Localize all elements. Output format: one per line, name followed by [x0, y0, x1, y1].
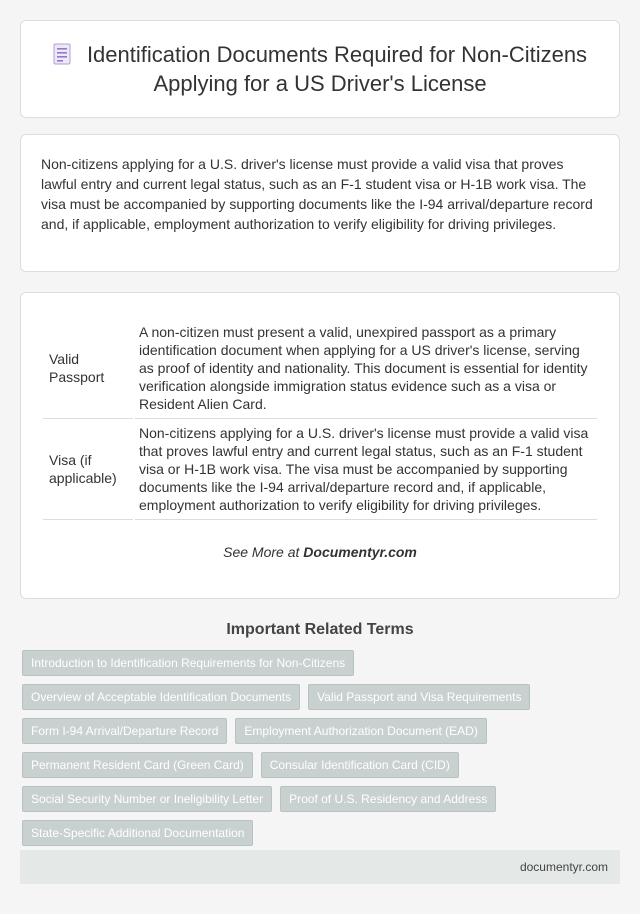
related-term-tag[interactable]: Proof of U.S. Residency and Address — [280, 786, 496, 812]
related-term-tag[interactable]: Permanent Resident Card (Green Card) — [22, 752, 253, 778]
related-term-tag[interactable]: Valid Passport and Visa Requirements — [308, 684, 530, 710]
related-term-tag[interactable]: Social Security Number or Ineligibility Letter — [22, 786, 272, 812]
table-row — [43, 421, 597, 520]
related-terms-list — [20, 650, 620, 854]
related-term-tag[interactable]: Introduction to Identification Requirements for Non-Citizens — [22, 650, 354, 676]
footer — [20, 850, 620, 884]
intro-card — [20, 134, 620, 272]
intro-text: Non-citizens applying for a U.S. driver's license must provide a valid visa that proves lawful entry and current legal status, such as an F-1 student visa or H-1B work visa. The visa must be accompanied by supporting documents like the I-94 arrival/departure record and, if applicable, employment authorization to verify eligibility for driving privileges. — [41, 156, 593, 232]
related-terms-heading: Important Related Terms — [226, 621, 414, 638]
page-title — [51, 40, 589, 98]
documents-table — [41, 318, 599, 522]
related-term-tag[interactable]: Overview of Acceptable Identification Documents — [22, 684, 300, 710]
see-more-prefix: See More at — [223, 544, 304, 560]
row-label: Visa (if applicable) — [43, 421, 133, 520]
row-description: Non-citizens applying for a U.S. driver's license must provide a valid visa that proves lawful entry and current legal status, such as an F-1 student visa or H-1B work visa. The visa must be accompanied by supporting documents like the I-94 arrival/departure record and, if applicable, employment authorization to verify eligibility for driving privileges. — [135, 421, 597, 520]
page-title-text: Identification Documents Required for Non-Citizens Applying for a US Driver's License — [86, 42, 588, 96]
related-term-tag[interactable]: Form I-94 Arrival/Departure Record — [22, 718, 227, 744]
documents-table-card — [20, 292, 620, 599]
related-term-tag[interactable]: Employment Authorization Document (EAD) — [235, 718, 486, 744]
related-term-tag[interactable]: State-Specific Additional Documentation — [22, 820, 253, 846]
see-more-link[interactable]: Documentyr.com — [303, 544, 417, 560]
footer-site-link[interactable]: documentyr.com — [519, 860, 608, 874]
related-term-tag[interactable]: Consular Identification Card (CID) — [261, 752, 459, 778]
title-card — [20, 20, 620, 118]
table-row — [43, 320, 597, 419]
document-icon — [53, 43, 71, 65]
row-label: Valid Passport — [43, 320, 133, 419]
row-description: A non-citizen must present a valid, unexpired passport as a primary identification document when applying for a US driver's license, serving as proof of identity and nationality. This document is essential for identity verification alongside immigration status evidence such as a visa or Resident Alien Card. — [135, 320, 597, 419]
see-more-text — [41, 544, 599, 560]
